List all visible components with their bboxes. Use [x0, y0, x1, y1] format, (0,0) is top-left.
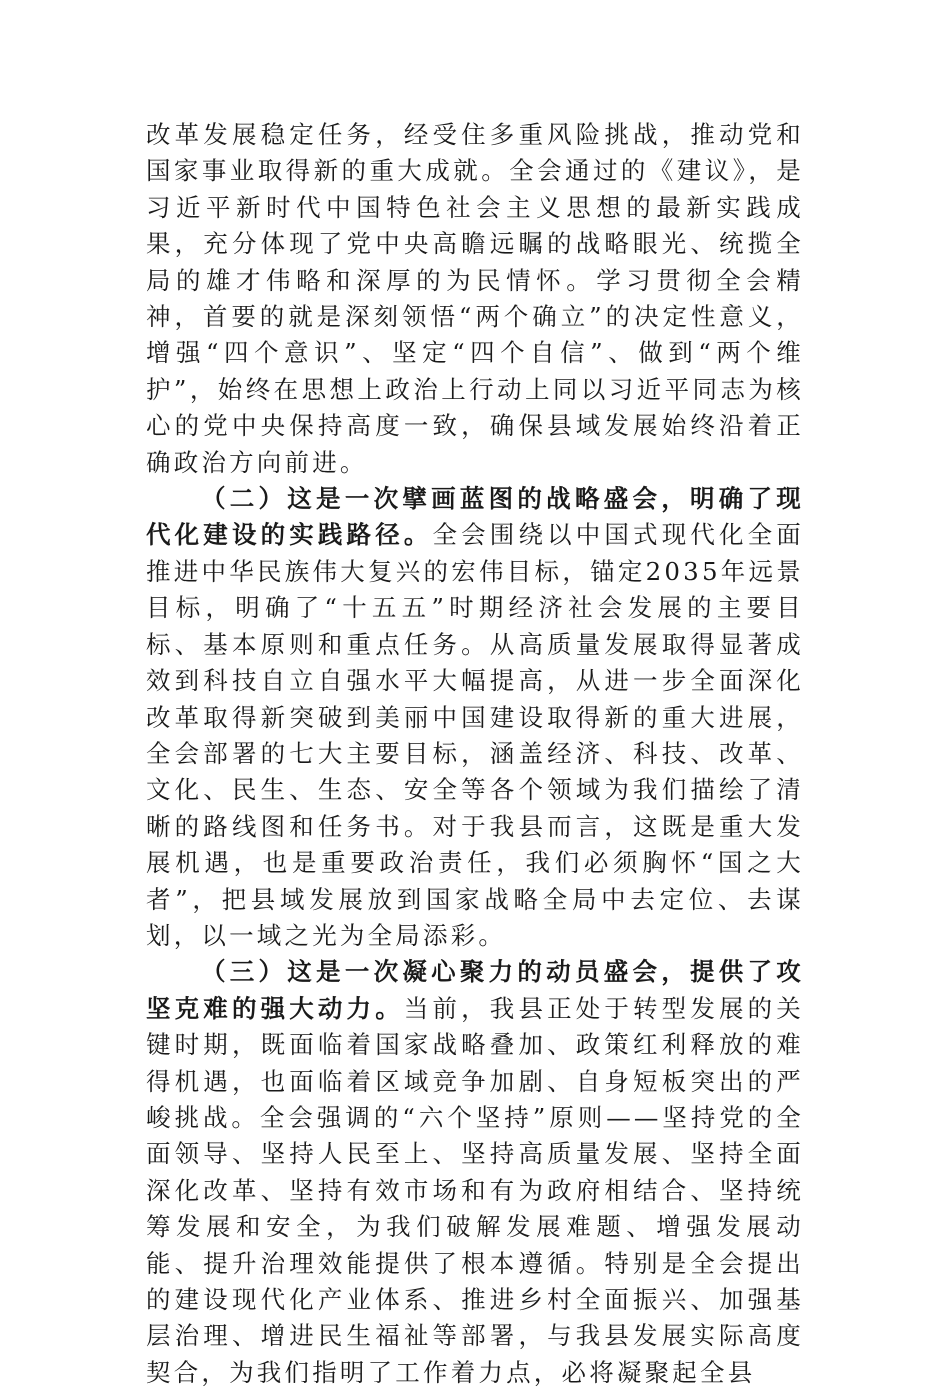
paragraph-1-body: 改革发展稳定任务，经受住多重风险挑战，推动党和国家事业取得新的重大成就。全会通过的《建议》，是习近平新时代中国特色社会主义思想的最新实践成果，充分体现了党中央高瞻远瞩的战略眼光、统揽全局的雄才伟略和深厚的为民情怀。学习贯彻全会精神，首要的就是深刻领悟“两个确立”的决定性意义，增强“四个意识”、坚定“四个自信”、做到“两个维护”，始终在思想上政治上行动上同以习近平同志为核心的党中央保持高度一致，确保县域发展始终沿着正确政治方向前进。: [146, 120, 804, 477]
paragraph-3: [146, 954, 804, 1391]
paragraph-3-body: 当前，我县正处于转型发展的关键时期，既面临着国家战略叠加、政策红利释放的难得机遇，也面临着区域竞争加剧、自身短板突出的严峻挑战。全会强调的“六个坚持”原则——坚持党的全面领导、坚持人民至上、坚持高质量发展、坚持全面深化改革、坚持有效市场和有为政府相结合、坚持统筹发展和安全，为我们破解发展难题、增强发展动能、提升治理效能提供了根本遵循。特别是全会提出的建设现代化产业体系、推进乡村全面振兴、加强基层治理、增进民生福祉等部署，与我县发展实际高度契合，为我们指明了工作着力点，必将凝聚起全县: [146, 993, 804, 1387]
paragraph-2-body: 全会围绕以中国式现代化全面推进中华民族伟大复兴的宏伟目标，锚定2035年远景目标，明确了“十五五”时期经济社会发展的主要目标、基本原则和重点任务。从高质量发展取得显著成效到科技自立自强水平大幅提高，从进一步全面深化改革取得新突破到美丽中国建设取得新的重大进展，全会部署的七大主要目标，涵盖经济、科技、改革、文化、民生、生态、安全等各个领域为我们描绘了清晰的路线图和任务书。对于我县而言，这既是重大发展机遇，也是重要政治责任，我们必须胸怀“国之大者”，把县域发展放到国家战略全局中去定位、去谋划，以一域之光为全局添彩。: [146, 520, 804, 950]
paragraph-3-heading: （三）这是一次凝心聚力的动员盛会，提供了攻坚克难的强大动力。: [146, 957, 804, 1023]
document-page: [146, 117, 804, 1391]
paragraph-2: [146, 481, 804, 954]
paragraph-1: [146, 117, 804, 481]
paragraph-2-heading: （二）这是一次擘画蓝图的战略盛会，明确了现代化建设的实践路径。: [146, 484, 804, 550]
